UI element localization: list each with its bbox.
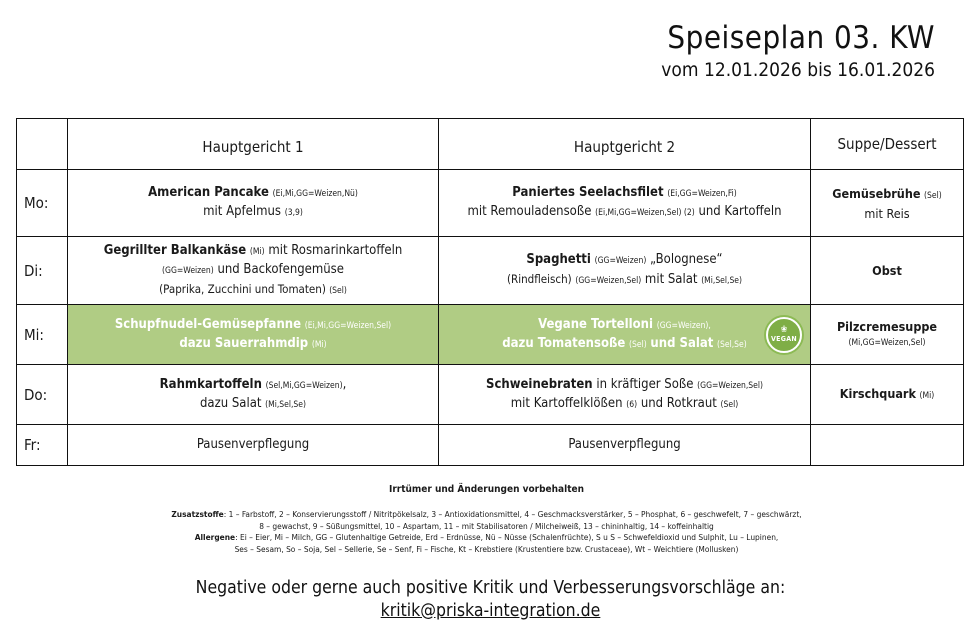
feedback-text: Negative oder gerne auch positive Kritik und Verbesserungsvorschläge an:	[195, 578, 786, 598]
main-dish-2: Spaghetti (GG=Weizen) „Bolognese“ (Rindfleisch) (GG=Weizen,Sel) mit Salat (Mi,Sel,Se)	[439, 237, 811, 305]
vegan-leaf-icon: ❀	[780, 325, 788, 335]
table-row-tuesday	[17, 237, 964, 305]
main-dish-2: Vegane Tortelloni (GG=Weizen), dazu Tomatensoße (Sel) und Salat (Sel,Se) ❀ VEGAN	[439, 305, 811, 365]
allergens-line-2: Ses – Sesam, So – Soja, Sel – Sellerie, Se – Senf, Fi – Fische, Kt – Krebstiere (Krustentiere bzw. Crustaceae), Wt – Weichtiere (Mollusken)	[234, 543, 739, 554]
table-row-wednesday	[17, 305, 964, 365]
day-label: Di:	[17, 237, 68, 305]
table-row-monday	[17, 170, 964, 237]
main-dish-2: Paniertes Seelachsfilet (Ei,GG=Weizen,Fi) mit Remouladensoße (Ei,Mi,GG=Weizen,Sel) (2) und Kartoffeln	[439, 170, 811, 237]
feedback-email-link[interactable]: kritik@priska-integration.de	[380, 601, 601, 621]
menu-table	[16, 118, 964, 466]
main-dish-1: Pausenverpflegung	[68, 425, 439, 466]
additives-line-2: 8 – gewachst, 9 – Süßungsmittel, 10 – Aspartam, 11 – mit Stabilisatoren / Milcheiweiß, 13 – chininhaltig, 14 – koffeinhaltig	[259, 520, 714, 531]
main-dish-1: Rahmkartoffeln (Sel,Mi,GG=Weizen), dazu Salat (Mi,Sel,Se)	[68, 365, 439, 425]
day-label: Mo:	[17, 170, 68, 237]
page-title: Speiseplan 03. KW	[667, 20, 935, 56]
soup-dessert: Gemüsebrühe (Sel) mit Reis	[811, 170, 964, 237]
additives-line-1: Zusatzstoffe: 1 – Farbstoff, 2 – Konservierungsstoff / Nitritpökelsalz, 3 – Antioxidationsmittel, 4 – Geschmacksverstärker, 5 – Phosphat, 6 – geschwefelt, 7 – geschwärzt,	[171, 509, 802, 519]
soup-dessert: Kirschquark (Mi)	[811, 365, 964, 425]
vegan-badge	[766, 317, 802, 353]
soup-dessert	[811, 425, 964, 466]
main-dish-2: Schweinebraten in kräftiger Soße (GG=Weizen,Sel) mit Kartoffelklößen (6) und Rotkraut (Sel)	[439, 365, 811, 425]
legend	[0, 509, 973, 555]
main-dish-2: Pausenverpflegung	[439, 425, 811, 466]
header-day	[17, 119, 68, 170]
vegan-label: VEGAN	[771, 335, 797, 343]
day-label: Mi:	[17, 305, 68, 365]
header-main-dish-1: Hauptgericht 1	[68, 119, 439, 170]
table-row-friday	[17, 425, 964, 466]
day-label: Do:	[17, 365, 68, 425]
main-dish-1: Schupfnudel-Gemüsepfanne (Ei,Mi,GG=Weizen,Sel) dazu Sauerrahmdip (Mi)	[68, 305, 439, 365]
disclaimer: Irrtümer und Änderungen vorbehalten	[389, 484, 584, 495]
main-dish-1: American Pancake (Ei,Mi,GG=Weizen,Nü) mit Apfelmus (3,9)	[68, 170, 439, 237]
table-row-thursday	[17, 365, 964, 425]
feedback-section	[0, 577, 973, 623]
header-main-dish-2: Hauptgericht 2	[439, 119, 811, 170]
soup-dessert: Obst	[811, 237, 964, 305]
main-dish-1: Gegrillter Balkankäse (Mi) mit Rosmarinkartoffeln (GG=Weizen) und Backofengemüse (Paprika, Zucchini und Tomaten) (Sel)	[68, 237, 439, 305]
date-range: vom 12.01.2026 bis 16.01.2026	[661, 59, 935, 81]
title-block	[661, 20, 935, 82]
allergens-line-1: Allergene: Ei – Eier, Mi – Milch, GG – Glutenhaltige Getreide, Erd – Erdnüsse, Nü – Nüsse (Schalenfrüchte), S u S – Schwefeldioxid und Sulphit, Lu – Lupinen,	[194, 532, 779, 542]
header-soup-dessert: Suppe/Dessert	[811, 119, 964, 170]
table-header-row	[17, 119, 964, 170]
soup-dessert: Pilzcremesuppe (Mi,GG=Weizen,Sel)	[811, 305, 964, 365]
day-label: Fr:	[17, 425, 68, 466]
